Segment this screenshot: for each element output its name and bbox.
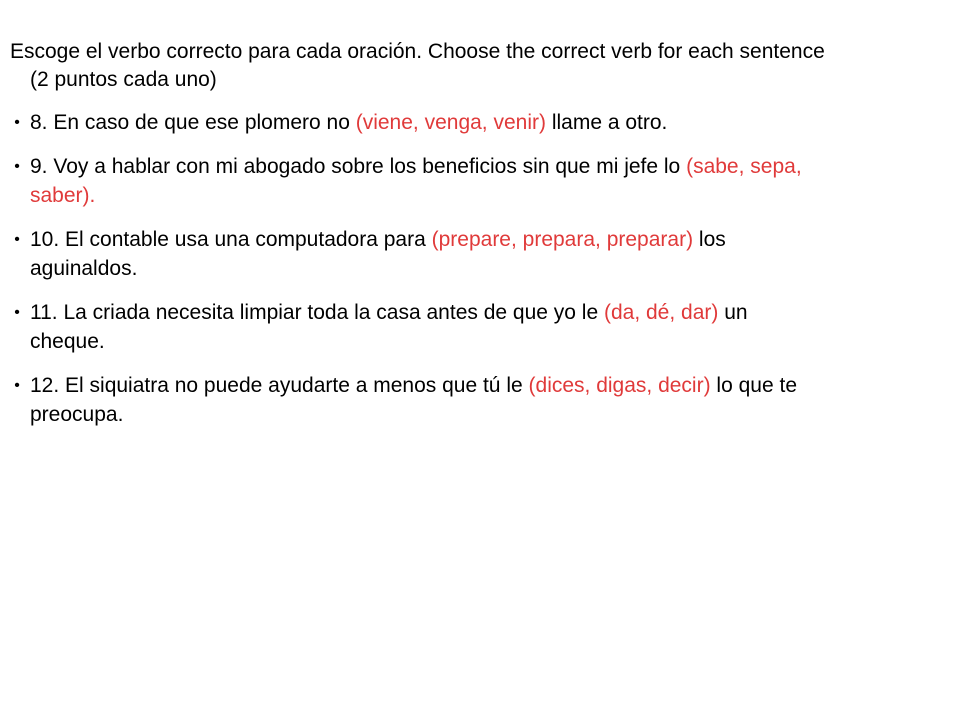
question-text: 10. El contable usa una computadora para	[30, 228, 432, 251]
verb-options: (prepare, prepara, preparar)	[431, 228, 694, 251]
bullet-icon: •	[14, 231, 20, 248]
question-text: 8. En caso de que ese plomero no	[30, 111, 356, 134]
bullet-icon: •	[14, 377, 20, 394]
question-text-end: un cheque.	[30, 301, 748, 353]
verb-options: (viene, venga, venir)	[355, 111, 546, 134]
question-item-8	[0, 108, 810, 137]
question-text-end: lo que te preocupa.	[30, 374, 797, 426]
question-text: 9. Voy a hablar con mi abogado sobre los beneficios sin que mi jefe lo	[30, 155, 687, 178]
verb-options: (sabe, sepa, saber).	[30, 155, 802, 207]
question-text: 11. La criada necesita limpiar toda la casa antes de que yo le	[30, 301, 604, 324]
bullet-icon: •	[14, 304, 20, 321]
verb-options: (dices, digas, decir)	[528, 374, 711, 397]
verb-options: (da, dé, dar)	[603, 301, 719, 324]
instructions-text: Escoge el verbo correcto para cada oración. Choose the correct verb for each sentence (2 puntos cada uno)	[10, 40, 825, 91]
question-text: 12. El siquiatra no puede ayudarte a menos que tú le	[30, 374, 529, 397]
bullet-icon: •	[14, 158, 20, 175]
question-item-12	[0, 371, 810, 429]
question-item-9	[0, 152, 810, 210]
question-item-10	[0, 225, 810, 283]
question-item-11	[0, 298, 810, 356]
bullet-icon: •	[14, 114, 20, 131]
question-list	[0, 108, 810, 444]
question-text-end: llame a otro.	[545, 111, 668, 134]
question-text-end: los aguinaldos.	[30, 228, 726, 280]
